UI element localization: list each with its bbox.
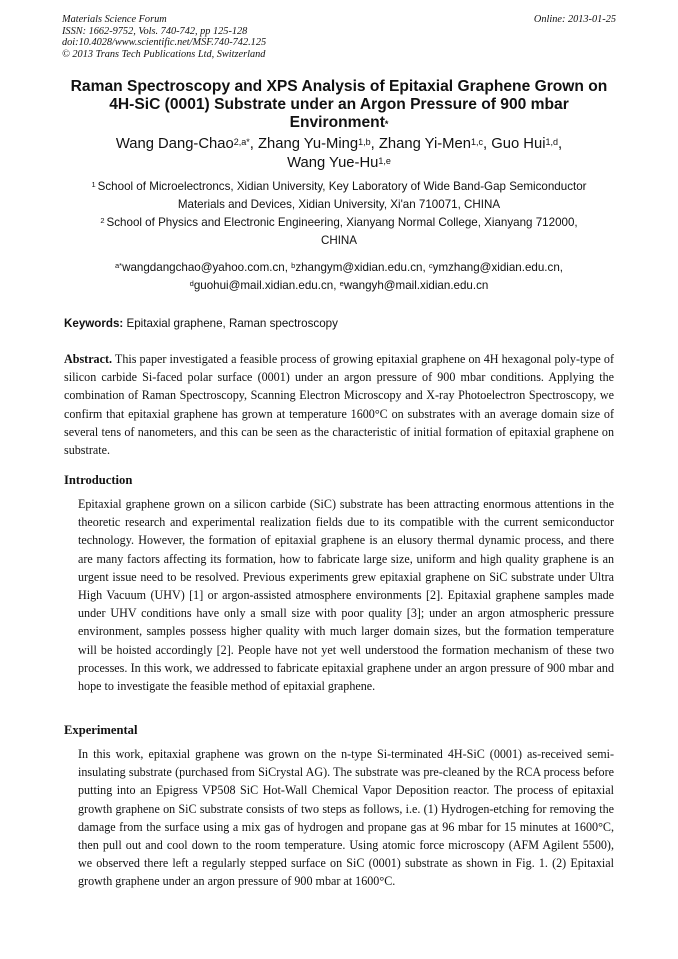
journal-header: [62, 14, 266, 60]
keywords-text: Epitaxial graphene, Raman spectroscopy: [123, 317, 338, 330]
introduction-paragraph: Epitaxial graphene grown on a silicon carbide (SiC) substrate has been attracting enormous attentions in the theoretic research and experimental realization fields due to its compatible with the current semiconductor technology. However, the formation of epitaxial graphene is an elusory thermal dynamic process, and there are many factors affecting its formation, how to fabricate large size, uniform and high quality graphene is an urgent issue need to be resolved. Previous experiments grew epitaxial graphene on SiC substrate under Ultra High Vacuum (UHV) [1] or argon-assisted atmosphere environments [2]. Epitaxial graphene samples made under UHV conditions have only a small size with poor quality [3]; under an argon atmospheric pressure environment, samples possess higher quality with much larger domain sizes, but the formation temperature will be hoisted accordingly [2]. People have not yet well understood the formation mechanism of these two processes. In this work, we addressed to fabricate epitaxial graphene under an argon pressure of 900 mbar and hope to investigate the feasible method of epitaxial graphene.: [78, 497, 614, 694]
doi-line: doi:10.4028/www.scientific.net/MSF.740-742.125: [62, 37, 267, 49]
keywords-label: Keywords:: [64, 317, 124, 330]
section-heading-experimental: Experimental: [64, 723, 138, 737]
author-affiliation-mark: 1,b: [358, 137, 371, 147]
email-link[interactable]: guohui@mail.xidian.edu.cn,: [193, 279, 340, 292]
affiliation-number: 1: [91, 180, 96, 189]
title-line: 4H-SiC (0001) Substrate under an Argon Pressure of 900 mbar: [109, 96, 569, 113]
abstract-label: Abstract.: [64, 352, 113, 366]
author-line: Wang Dang-Chao$^{2,a*}$, Zhang Yu-Ming$^{1,b}$, Zhang Yi-Men$^{1,c}$, Guo Hui$^{1,d}$,: [115, 136, 563, 152]
author-affiliation-mark: 2,a*: [233, 137, 250, 147]
email-link[interactable]: wangyh@mail.xidian.edu.cn: [343, 279, 489, 292]
email-link[interactable]: ymzhang@xidian.edu.cn,: [432, 261, 563, 274]
online-date: Online: 2013-01-25: [533, 14, 616, 25]
author-affiliation-mark: 1,c: [470, 137, 483, 147]
affiliation: $^1$ School of Microelectroncs, Xidian University, Key Laboratory of Wide Band-Gap Semiconductor Materials and Devices, Xidian University, Xi'an 710071, CHINA: [91, 180, 587, 211]
author-line: [40, 154, 638, 173]
issn-line: ISSN: 1662-9752, Vols. 740-742, pp 125-128: [62, 25, 248, 37]
author-name: Guo Hui: [491, 136, 546, 152]
affiliation: $^2$ School of Physics and Electronic Engineering, Xianyang Normal College, Xianyang 712000, CHINA: [100, 216, 578, 247]
author-name: Wang Dang-Chao: [115, 136, 234, 152]
copyright-line: © 2013 Trans Tech Publications Ltd, Switzerland: [62, 48, 266, 60]
author-name: Wang Yue-Hu: [287, 155, 379, 171]
abstract-text: This paper investigated a feasible process of growing epitaxial graphene on 4H hexagonal poly-type of silicon carbide Si-faced polar surface (0001) under an argon pressure of 900 mbar conditions. Applying the combination of Raman Spectroscopy, Scanning Electron Microscopy and X-ray Photoelectron Spectroscopy, we confirm that epitaxial graphene has grown at temperature 1600°C on substrates with an average domain size of several tens of nanometers, and this can be seen as the characteristic of initial formation of epitaxial graphene on substrate.: [64, 352, 614, 458]
experimental-paragraph: In this work, epitaxial graphene was grown on the n-type Si-terminated 4H-SiC (0001) as-received semi-insulating substrate (purchased from SiCrystal AG). The substrate was pre-cleaned by the RCA process before putting into an Epigress VP508 SiC Hot-Wall Chemical Vapor Deposition reactor. The process of epitaxial growth graphene on SiC substrate consists of two steps as follows, i.e. (1) Hydrogen-etching for removing the damage from the surface using a mix gas of hydrogen and propane gas at 96 mbar for 15 minutes at 1600°C, then pull out and cool down to the room temperature. Using atomic force microscopy (AFM Agilent 5500), we observed there left a regularly stepped surface on SiC (0001) substrate as shown in Fig. 1. (2) Epitaxial growth graphene under an argon pressure of 900 mbar at 1600°C.: [78, 747, 614, 889]
author-list: [40, 135, 638, 173]
title-line: Raman Spectroscopy and XPS Analysis of Epitaxial Graphene Grown on: [70, 78, 608, 95]
email-list: $^{a*}$wangdangchao@yahoo.com.cn, $^b$zhangym@xidian.edu.cn, $^c$ymzhang@xidian.edu.cn, $^d$guohui@mail.xidian.edu.cn, $^e$wangyh@mail.xidian.edu.cn: [115, 261, 563, 292]
author-name: Zhang Yu-Ming: [258, 136, 359, 152]
author-name: Zhang Yi-Men: [378, 136, 471, 152]
section-heading-introduction: Introduction: [64, 473, 133, 487]
title-line: Environment*: [289, 114, 389, 131]
title-footnote-mark: *: [384, 119, 389, 129]
keywords-line: [64, 317, 338, 331]
journal-name: Materials Science Forum: [62, 14, 167, 25]
affiliation-number: 2: [100, 216, 105, 225]
author-affiliation-mark: 1,e: [378, 156, 391, 166]
author-affiliation-mark: 1,d: [545, 137, 559, 147]
email-link[interactable]: wangdangchao@yahoo.com.cn,: [122, 261, 292, 274]
email-link[interactable]: zhangym@xidian.edu.cn,: [295, 261, 429, 274]
abstract-paragraph: [64, 350, 614, 459]
paper-title: [40, 78, 638, 132]
